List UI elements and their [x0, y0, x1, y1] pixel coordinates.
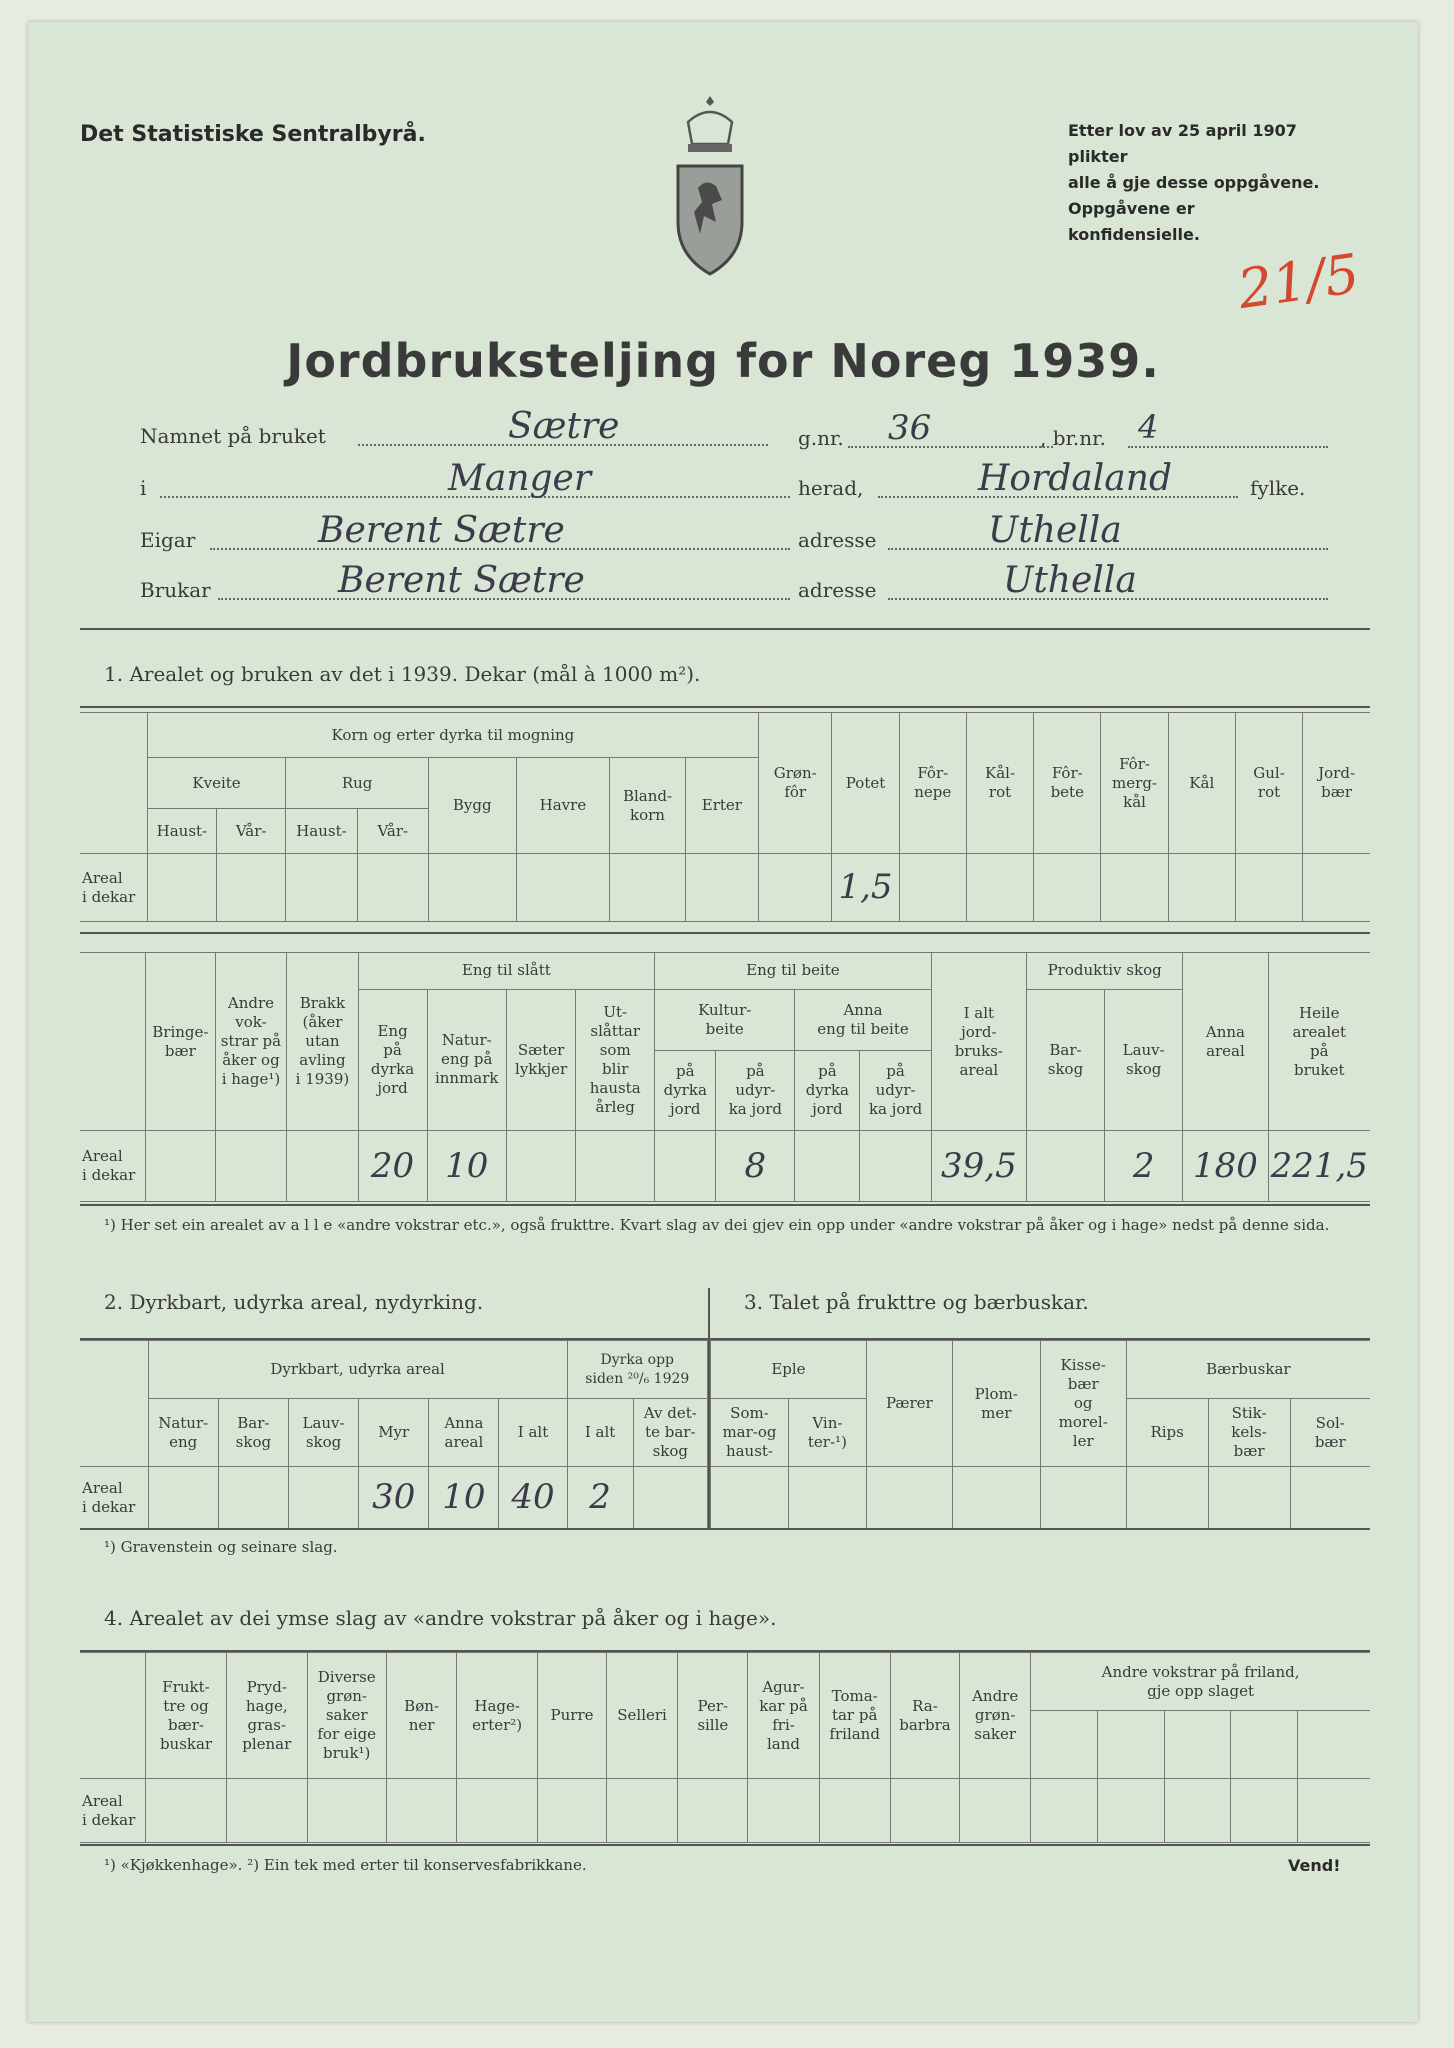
- t4-cell: [1126, 1467, 1208, 1529]
- brukar-label: Brukar: [140, 578, 211, 602]
- t3-i-alt-value: 40: [499, 1467, 567, 1529]
- t5-cell: [1164, 1779, 1231, 1843]
- t3-cell: [633, 1467, 707, 1529]
- t4-cell: [1208, 1467, 1290, 1529]
- t5-blank: [80, 1653, 146, 1779]
- eigar-adresse-value: Uthella: [988, 510, 1122, 551]
- t2-kultur-udyrka-value: 8: [716, 1131, 795, 1202]
- t5-cell: [960, 1779, 1031, 1843]
- t1-kveite-haust: Haust-: [147, 809, 216, 854]
- t2-produktiv-skog: Produktiv skog: [1026, 953, 1182, 990]
- fylke-value: Hordaland: [978, 458, 1172, 499]
- t1-cell: [899, 854, 966, 922]
- t3-blank: [80, 1341, 148, 1467]
- eigar-value: Berent Sætre: [318, 510, 565, 551]
- t1-cell: [1303, 854, 1370, 922]
- t1-cell: [966, 854, 1033, 922]
- red-mark: 21/5: [1234, 241, 1364, 322]
- t1-kveite: Kveite: [147, 758, 286, 809]
- t4-eple: Eple: [711, 1341, 867, 1399]
- turn-over-note: Vend!: [1288, 1856, 1341, 1875]
- t1-kveite-vaar: Vår-: [217, 809, 286, 854]
- section4-bottom-rule: [80, 1844, 1370, 1846]
- t5-cell: [1231, 1779, 1298, 1843]
- t1-potet: Potet: [832, 713, 899, 854]
- census-form: [28, 22, 1418, 2022]
- t5-cell: [226, 1779, 307, 1843]
- t5-cell: [386, 1779, 456, 1843]
- t5-cell: [890, 1779, 959, 1843]
- t2-heile-value: 221,5: [1268, 1131, 1370, 1202]
- t5-cell: [606, 1779, 677, 1843]
- t2-bottom-rule: [80, 1204, 1370, 1206]
- t5-friland-slot: [1297, 1711, 1370, 1779]
- t1-cell: [357, 854, 428, 922]
- t2-anna-areal: Anna areal: [1183, 953, 1268, 1131]
- section3-heading: 3. Talet på frukttre og bærbuskar.: [744, 1290, 1089, 1314]
- t5-selleri: Selleri: [606, 1653, 677, 1779]
- t1-rug: Rug: [286, 758, 429, 809]
- t1-gronfor: Grøn- fôr: [759, 713, 832, 854]
- t4-solbaer: Sol- bær: [1290, 1399, 1370, 1467]
- t3-anna-value: 10: [429, 1467, 499, 1529]
- legal-line-3: Oppgåvene er konfidensielle.: [1068, 199, 1200, 244]
- t4-cell: [788, 1467, 866, 1529]
- t2-cell: [795, 1131, 860, 1202]
- t3-naturengmark: Natur- eng: [148, 1399, 218, 1467]
- t1-blank: [80, 713, 147, 854]
- table-1a: [80, 712, 1370, 922]
- t1-cell: [1101, 854, 1168, 922]
- t3-group: Dyrkbart, udyrka areal: [148, 1341, 567, 1399]
- t2-cell: [287, 1131, 358, 1202]
- section1-top-rule: [80, 706, 1370, 708]
- table-3: [710, 1340, 1370, 1529]
- t3-cell: [148, 1467, 218, 1529]
- table-1b: [80, 952, 1370, 1202]
- t3-i-alt: I alt: [499, 1399, 567, 1467]
- t2-eng-beite: Eng til beite: [655, 953, 932, 990]
- t5-purre: Purre: [538, 1653, 607, 1779]
- t3-lauvskog: Lauv- skog: [288, 1399, 358, 1467]
- gnr-value: 36: [888, 408, 932, 448]
- t2-cell: [860, 1131, 931, 1202]
- t1-kalrot: Kål- rot: [966, 713, 1033, 854]
- t4-kisse: Kisse- bær og morel- ler: [1040, 1341, 1126, 1467]
- t5-rabarbra: Ra- barbra: [890, 1653, 959, 1779]
- t2-anna-udyrka: på udyr- ka jord: [860, 1051, 931, 1131]
- t3-cell: [288, 1467, 358, 1529]
- section2-bottom-rule: [80, 1528, 1370, 1530]
- t1-potet-value: 1,5: [832, 854, 899, 922]
- divider: [80, 628, 1370, 630]
- section4-heading: 4. Arealet av dei ymse slag av «andre vokstrar på åker og i hage».: [104, 1606, 777, 1630]
- t1-jordbaer: Jord- bær: [1303, 713, 1370, 854]
- t5-friland-slot: [1231, 1711, 1298, 1779]
- t1-bottom-rule: [80, 932, 1370, 934]
- t5-andre-friland: Andre vokstrar på friland, gje opp slaget: [1031, 1653, 1370, 1711]
- t4-paerer: Pærer: [866, 1341, 952, 1467]
- t2-eng-dyrka-value: 20: [358, 1131, 427, 1202]
- eigar-adresse-label: adresse: [798, 528, 877, 552]
- t1-gulrot: Gul- rot: [1235, 713, 1302, 854]
- t1-erter: Erter: [685, 758, 758, 854]
- t1-cell: [147, 854, 216, 922]
- t3-myr: Myr: [359, 1399, 429, 1467]
- t5-cell: [307, 1779, 386, 1843]
- t2-lauvskog-value: 2: [1104, 1131, 1182, 1202]
- t5-cell: [1297, 1779, 1370, 1843]
- section1-footnote: ¹) Her set ein arealet av a l l e «andre vokstrar etc.», også frukttre. Kvart slag av dei gjev ein opp under «andre vokstrar på åker og i hage» nedst på denne sida.: [104, 1216, 1330, 1234]
- t3-cell: [218, 1467, 288, 1529]
- t2-brakk: Brakk (åker utan avling i 1939): [287, 953, 358, 1131]
- t1-blandkorn: Bland- korn: [610, 758, 685, 854]
- t4-vinter: Vin- ter-¹): [788, 1399, 866, 1467]
- t5-cell: [1097, 1779, 1164, 1843]
- t1-cell: [759, 854, 832, 922]
- t1-cell: [428, 854, 516, 922]
- t2-barskog: Bar- skog: [1026, 989, 1104, 1131]
- brnr-line: [1128, 446, 1328, 448]
- t2-cell: [215, 1131, 287, 1202]
- t5-hageerter: Hage- erter²): [457, 1653, 538, 1779]
- t2-anna-value: 180: [1183, 1131, 1268, 1202]
- t4-cell: [711, 1467, 789, 1529]
- t2-blank: [80, 953, 146, 1131]
- t5-cell: [748, 1779, 819, 1843]
- legal-notice: [1068, 118, 1328, 248]
- t5-prydhage: Pryd- hage, gras- plenar: [226, 1653, 307, 1779]
- gnr-label: g.nr.: [798, 426, 844, 450]
- brukar-value: Berent Sætre: [338, 560, 585, 601]
- i-label: i: [140, 476, 147, 500]
- t5-frukttre: Frukt- tre og bær- buskar: [146, 1653, 227, 1779]
- t1-korn-group: Korn og erter dyrka til mogning: [147, 713, 758, 758]
- t4-rips: Rips: [1126, 1399, 1208, 1467]
- t4-sommar: Som- mar-og haust-: [711, 1399, 789, 1467]
- t1-bygg: Bygg: [428, 758, 516, 854]
- t1-cell: [685, 854, 758, 922]
- t1-cell: [516, 854, 610, 922]
- t1-cell: [1034, 854, 1101, 922]
- t1-cell: [610, 854, 685, 922]
- t1-cell: [217, 854, 286, 922]
- t5-cell: [538, 1779, 607, 1843]
- t2-kulturbeite: Kultur- beite: [655, 989, 795, 1051]
- brukar-adresse-value: Uthella: [1003, 560, 1137, 601]
- t2-cell: [506, 1131, 575, 1202]
- t5-cell: [819, 1779, 890, 1843]
- t2-row-label: Areal i dekar: [80, 1131, 146, 1202]
- t1-forbete: Fôr- bete: [1034, 713, 1101, 854]
- t3-dyrka-value: 2: [567, 1467, 633, 1529]
- t5-cell: [146, 1779, 227, 1843]
- t5-friland-slot: [1164, 1711, 1231, 1779]
- t4-plommer: Plom- mer: [952, 1341, 1040, 1467]
- t4-cell: [866, 1467, 952, 1529]
- section1-heading: 1. Arealet og bruken av det i 1939. Dekar (mål à 1000 m²).: [104, 662, 701, 686]
- t2-saeter: Sæter lykkjer: [506, 989, 575, 1131]
- section2-footnote: ¹) Gravenstein og seinare slag.: [104, 1538, 338, 1556]
- t2-anna-dyrka: på dyrka jord: [795, 1051, 860, 1131]
- t2-i-alt-value: 39,5: [931, 1131, 1026, 1202]
- t5-bonner: Bøn- ner: [386, 1653, 456, 1779]
- t5-row-label: Areal i dekar: [80, 1779, 146, 1843]
- t5-cell: [1031, 1779, 1098, 1843]
- t2-lauvskog: Lauv- skog: [1104, 989, 1182, 1131]
- t2-kultur-dyrka: på dyrka jord: [655, 1051, 716, 1131]
- t1-havre: Havre: [516, 758, 610, 854]
- t2-utslattar: Ut- slåttar som blir hausta årleg: [576, 989, 655, 1131]
- t1-rug-vaar: Vår-: [357, 809, 428, 854]
- t5-tomatar: Toma- tar på friland: [819, 1653, 890, 1779]
- table-4: [80, 1652, 1370, 1843]
- t5-cell: [678, 1779, 748, 1843]
- legal-line-1: Etter lov av 25 april 1907 plikter: [1068, 121, 1297, 166]
- fylke-label: fylke.: [1250, 476, 1306, 500]
- gnr-line: [848, 446, 1053, 448]
- t2-cell: [1026, 1131, 1104, 1202]
- brukar-adresse-label: adresse: [798, 578, 877, 602]
- t4-cell: [1040, 1467, 1126, 1529]
- t3-barskog: Bar- skog: [218, 1399, 288, 1467]
- brnr-value: 4: [1138, 408, 1159, 446]
- t2-cell: [655, 1131, 716, 1202]
- t2-eng-dyrka: Eng på dyrka jord: [358, 989, 427, 1131]
- t4-stikkels: Stik- kels- bær: [1208, 1399, 1290, 1467]
- bureau-name: Det Statistiske Sentralbyrå.: [80, 122, 426, 147]
- herad-label: herad,: [798, 476, 864, 500]
- t1-cell: [1235, 854, 1302, 922]
- t5-andre-gronsaker: Andre grøn- saker: [960, 1653, 1031, 1779]
- t2-cell: [576, 1131, 655, 1202]
- form-title: Jordbruksteljing for Noreg 1939.: [286, 334, 1160, 388]
- t2-andre: Andre vok- strar på åker og i hage¹): [215, 953, 287, 1131]
- name-label: Namnet på bruket: [140, 424, 326, 448]
- t1-row-label: Areal i dekar: [80, 854, 147, 922]
- t5-agurkar: Agur- kar på fri- land: [748, 1653, 819, 1779]
- t1-cell: [1168, 854, 1235, 922]
- t5-friland-slot: [1031, 1711, 1098, 1779]
- table-2: [80, 1340, 708, 1529]
- t1-cell: [286, 854, 357, 922]
- t5-friland-slot: [1097, 1711, 1164, 1779]
- t3-av-dette-barskog: Av det- te bar- skog: [633, 1399, 707, 1467]
- t2-eng-slatt: Eng til slått: [358, 953, 654, 990]
- t2-naturengmark: Natur- eng på innmark: [427, 989, 506, 1131]
- t4-baerbuskar: Bærbuskar: [1126, 1341, 1370, 1399]
- farm-name-value: Sætre: [508, 406, 620, 447]
- herad-value: Manger: [448, 458, 592, 499]
- t1-formergkal: Fôr- merg- kål: [1101, 713, 1168, 854]
- t3-dyrka-i-alt: I alt: [567, 1399, 633, 1467]
- coat-of-arms-icon: [670, 92, 750, 292]
- t5-cell: [457, 1779, 538, 1843]
- t1-kal: Kål: [1168, 713, 1235, 854]
- brnr-label: , br.nr.: [1040, 426, 1106, 450]
- t3-myr-value: 30: [359, 1467, 429, 1529]
- t2-bringebaer: Bringe- bær: [146, 953, 216, 1131]
- t2-i-alt: I alt jord- bruks- areal: [931, 953, 1026, 1131]
- t5-diverse: Diverse grøn- saker for eige bruk¹): [307, 1653, 386, 1779]
- t3-anna-areal: Anna areal: [429, 1399, 499, 1467]
- t2-anna-eng: Anna eng til beite: [795, 989, 931, 1051]
- section4-footnote: ¹) «Kjøkkenhage». ²) Ein tek med erter til konservesfabrikkane.: [104, 1856, 587, 1874]
- t5-persille: Per- sille: [678, 1653, 748, 1779]
- eigar-label: Eigar: [140, 528, 196, 552]
- t3-row-label: Areal i dekar: [80, 1467, 148, 1529]
- legal-line-2: alle å gje desse oppgåvene.: [1068, 173, 1320, 192]
- section2-heading: 2. Dyrkbart, udyrka areal, nydyrking.: [104, 1290, 484, 1314]
- t2-cell: [146, 1131, 216, 1202]
- t2-heile: Heile arealet på bruket: [1268, 953, 1370, 1131]
- t1-rug-haust: Haust-: [286, 809, 357, 854]
- t4-cell: [952, 1467, 1040, 1529]
- t2-kultur-udyrka: på udyr- ka jord: [716, 1051, 795, 1131]
- t1-fornepe: Fôr- nepe: [899, 713, 966, 854]
- t2-naturengmark-value: 10: [427, 1131, 506, 1202]
- t4-cell: [1290, 1467, 1370, 1529]
- t3-dyrka-opp: Dyrka opp siden ²⁰/₆ 1929: [567, 1341, 707, 1399]
